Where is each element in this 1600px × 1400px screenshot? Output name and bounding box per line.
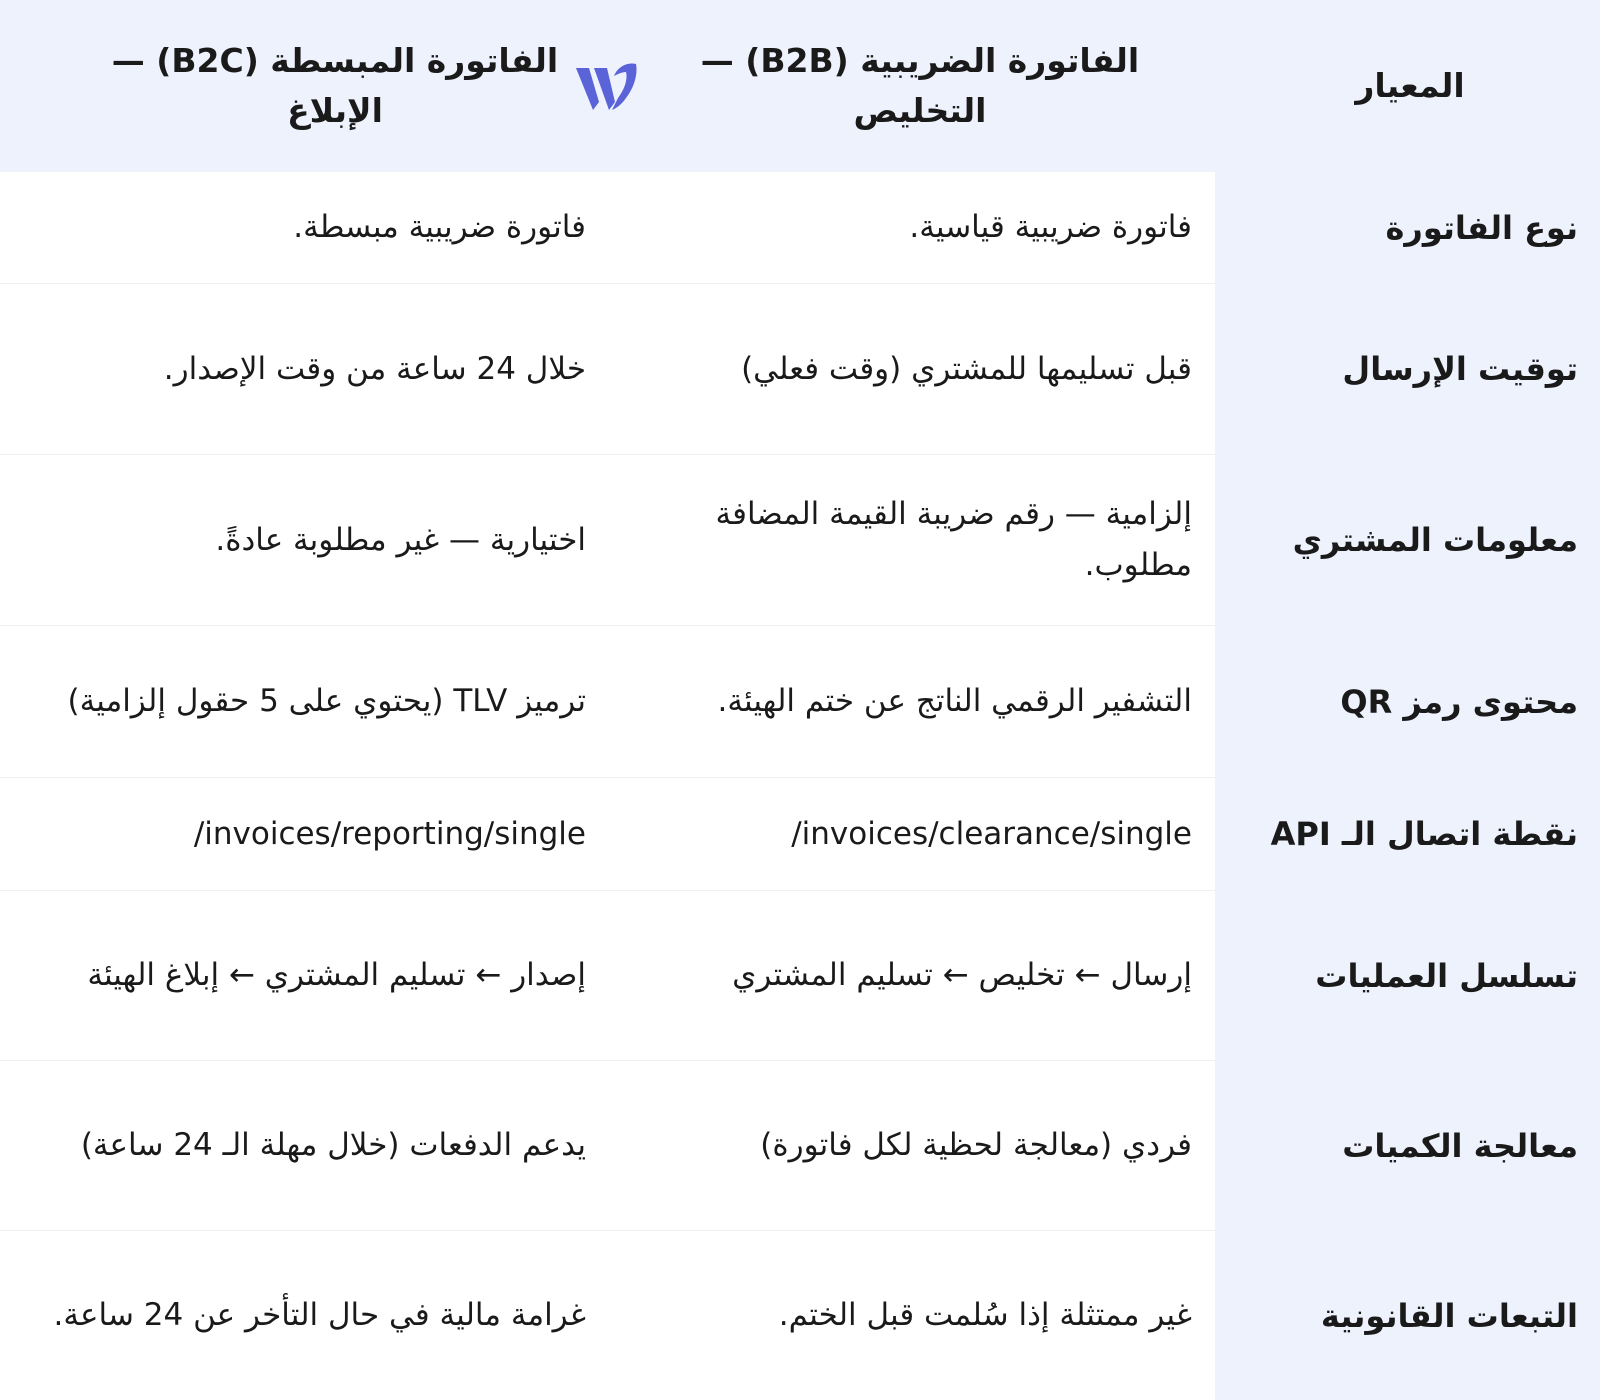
header-b2c-label: الفاتورة المبسطة (B2C) — الإبلاغ	[111, 41, 559, 130]
b2c-cell	[20, 172, 586, 283]
criterion-text: معالجة الكميات	[1342, 1126, 1578, 1165]
b2c-text: فاتورة ضريبية مبسطة.	[293, 209, 586, 245]
b2c-cell	[20, 1061, 586, 1230]
table-row	[0, 1231, 1600, 1400]
b2b-text: إلزامية — رقم ضريبة القيمة المضافة مطلوب.	[715, 496, 1192, 583]
b2b-cell	[660, 891, 1192, 1060]
criterion-cell	[1218, 626, 1578, 777]
b2b-text: التشفير الرقمي الناتج عن ختم الهيئة.	[717, 683, 1192, 719]
table-row	[0, 778, 1600, 890]
b2b-cell	[660, 284, 1192, 454]
b2b-text: غير ممتثلة إذا سُلمت قبل الختم.	[778, 1297, 1192, 1333]
criterion-text: نوع الفاتورة	[1385, 208, 1578, 247]
criterion-cell	[1218, 778, 1578, 890]
b2b-text: فاتورة ضريبية قياسية.	[909, 209, 1192, 245]
criterion-cell	[1218, 455, 1578, 625]
table-row	[0, 284, 1600, 454]
b2b-text: فردي (معالجة لحظية لكل فاتورة)	[760, 1127, 1192, 1163]
table-row	[0, 172, 1600, 283]
criterion-cell	[1218, 1061, 1578, 1230]
table-row	[0, 626, 1600, 777]
b2c-text: خلال 24 ساعة من وقت الإصدار.	[163, 350, 586, 387]
b2b-cell	[660, 1061, 1192, 1230]
header-criterion-label: المعيار	[1355, 66, 1465, 105]
criterion-text: معلومات المشتري	[1292, 521, 1578, 559]
criterion-cell	[1218, 172, 1578, 283]
b2c-cell	[20, 455, 586, 625]
b2b-text: قبل تسليمها للمشتري (وقت فعلي)	[741, 350, 1192, 387]
criterion-text: نقطة اتصال الـ API	[1270, 815, 1578, 853]
header-b2b-label: الفاتورة الضريبية (B2B) — التخليص	[700, 41, 1140, 130]
criterion-cell	[1218, 1231, 1578, 1400]
b2c-cell	[20, 284, 586, 454]
b2c-text: ترميز TLV (يحتوي على 5 حقول إلزامية)	[67, 683, 586, 719]
b2b-cell	[660, 778, 1192, 890]
criterion-text: تسلسل العمليات	[1315, 956, 1578, 995]
b2c-text: اختيارية — غير مطلوبة عادةً.	[215, 521, 586, 558]
brand-w-logo-icon	[574, 58, 640, 116]
header-b2b	[700, 0, 1140, 172]
b2b-endpoint-text: /invoices/clearance/single	[791, 815, 1192, 852]
criterion-text: التبعات القانونية	[1320, 1296, 1578, 1335]
b2c-cell	[20, 891, 586, 1060]
b2c-text: يدعم الدفعات (خلال مهلة الـ 24 ساعة)	[80, 1127, 586, 1163]
b2c-endpoint-text: /invoices/reporting/single	[193, 815, 586, 852]
b2c-cell	[20, 626, 586, 777]
table-row	[0, 891, 1600, 1060]
criterion-text: توقيت الإرسال	[1342, 350, 1578, 388]
b2b-cell	[660, 1231, 1192, 1400]
b2b-cell	[660, 172, 1192, 283]
criterion-cell	[1218, 891, 1578, 1060]
criterion-text: محتوى رمز QR	[1340, 682, 1578, 721]
b2b-cell	[660, 455, 1192, 625]
b2c-cell	[20, 778, 586, 890]
b2c-cell	[20, 1231, 586, 1400]
header-criterion	[1290, 0, 1530, 172]
b2c-text: غرامة مالية في حال التأخر عن 24 ساعة.	[53, 1297, 586, 1333]
b2b-cell	[660, 626, 1192, 777]
header-b2c	[105, 0, 565, 172]
table-row	[0, 1061, 1600, 1230]
table-row	[0, 455, 1600, 625]
b2c-text: إصدار ← تسليم المشتري ← إبلاغ الهيئة	[87, 957, 586, 993]
criterion-cell	[1218, 284, 1578, 454]
b2b-text: إرسال ← تخليص ← تسليم المشتري	[732, 957, 1192, 993]
